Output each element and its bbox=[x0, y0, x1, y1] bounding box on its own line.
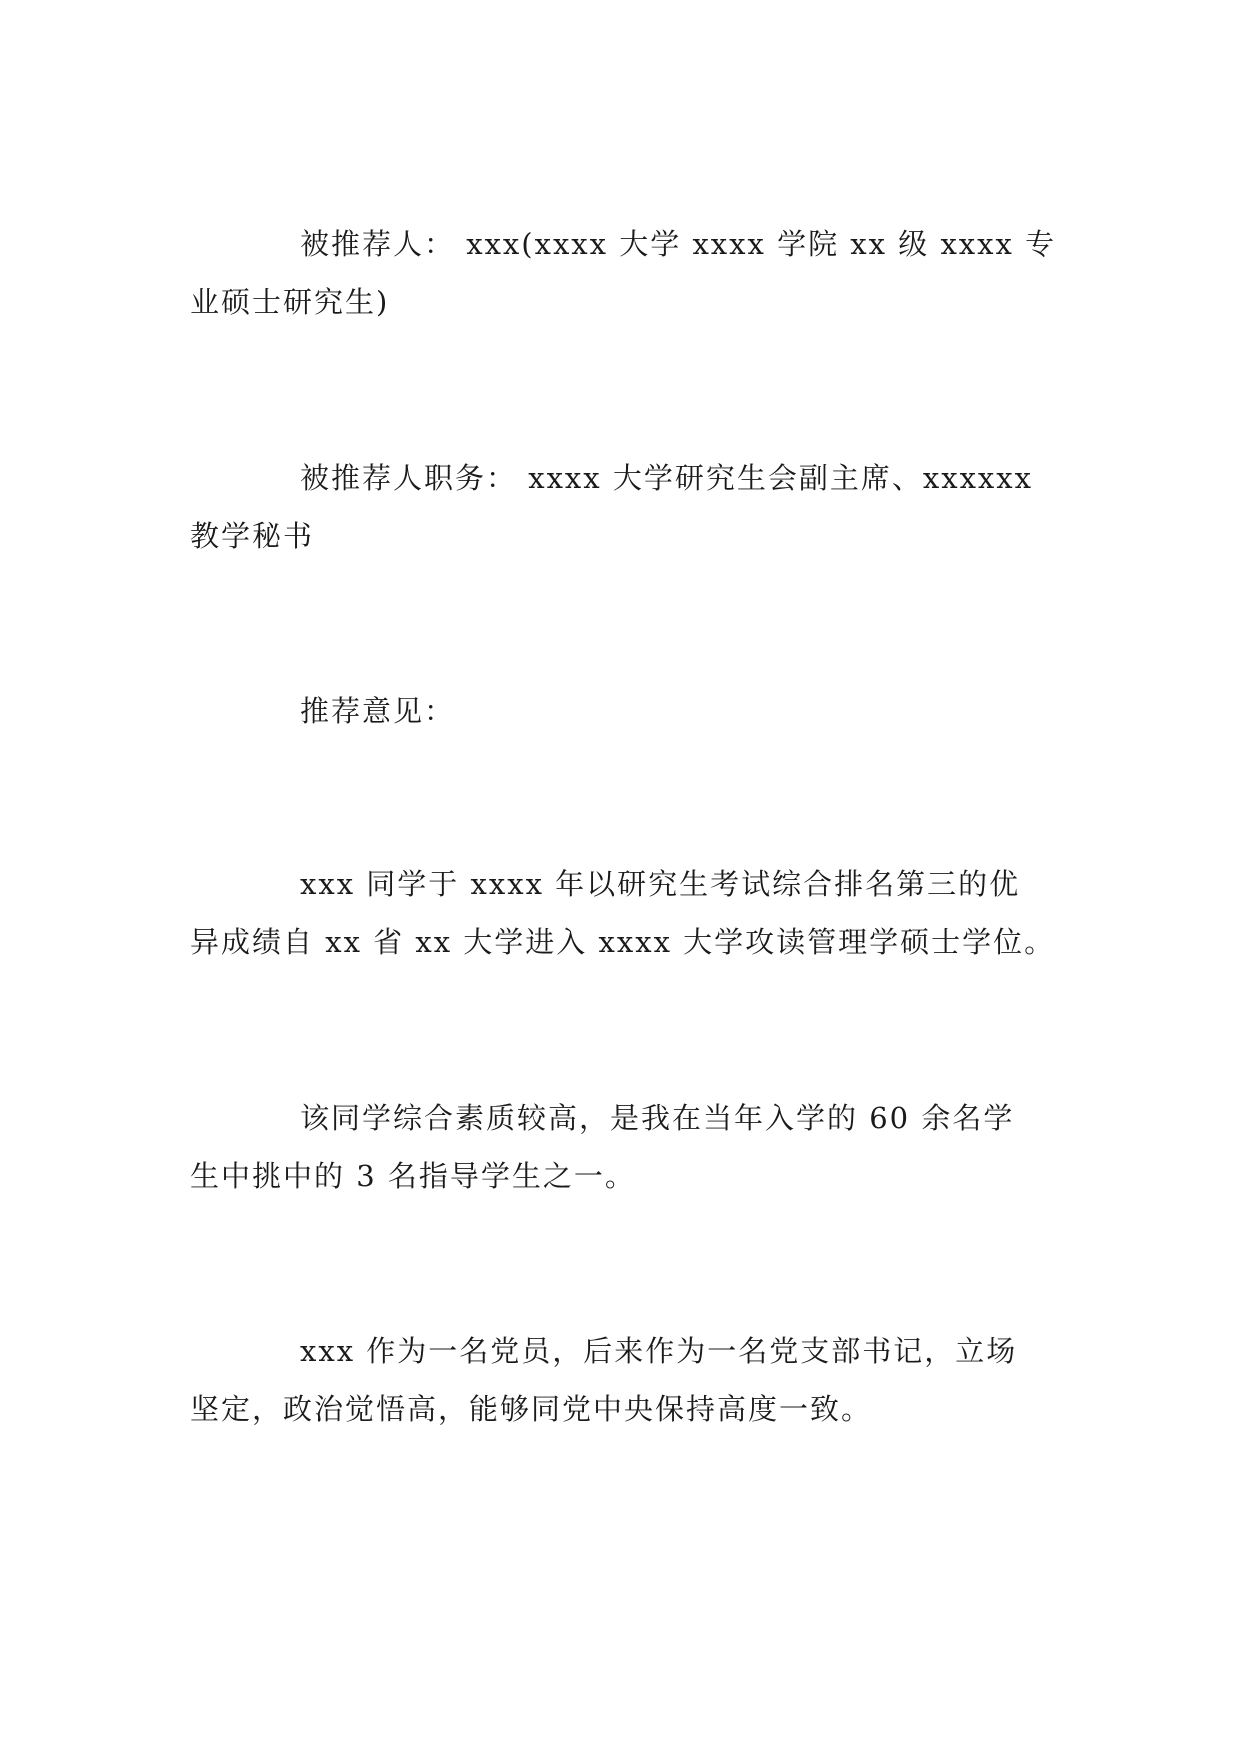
body-paragraph-party bbox=[190, 1322, 1050, 1438]
paragraph-line: xxx 作为一名党员，后来作为一名党支部书记，立场 bbox=[300, 1334, 1018, 1368]
paragraph-line: 该同学综合素质较高，是我在当年入学的 60 余名学 bbox=[300, 1101, 1015, 1135]
body-paragraph-quality bbox=[190, 1089, 1050, 1205]
paragraph-line: 生中挑中的 3 名指导学生之一。 bbox=[190, 1159, 636, 1193]
body-paragraph-admission bbox=[190, 855, 1056, 971]
paragraph-line: 被推荐人： xxx(xxxx 大学 xxxx 学院 xx 级 xxxx 专 bbox=[300, 227, 1057, 261]
paragraph-line: 推荐意见： bbox=[300, 694, 456, 728]
paragraph-line: xxx 同学于 xxxx 年以研究生考试综合排名第三的优 bbox=[300, 867, 1021, 901]
paragraph-line: 异成绩自 xx 省 xx 大学进入 xxxx 大学攻读管理学硕士学位。 bbox=[190, 925, 1056, 959]
paragraph-line: 坚定，政治觉悟高，能够同党中央保持高度一致。 bbox=[190, 1392, 873, 1426]
nominee-position-paragraph bbox=[190, 449, 1050, 565]
paragraph-line: 业硕士研究生) bbox=[190, 285, 390, 319]
paragraph-line: 教学秘书 bbox=[190, 519, 315, 553]
recommendation-heading bbox=[190, 682, 1050, 740]
paragraph-line: 被推荐人职务： xxxx 大学研究生会副主席、xxxxxx bbox=[300, 461, 1033, 495]
nominee-paragraph bbox=[190, 215, 1057, 331]
